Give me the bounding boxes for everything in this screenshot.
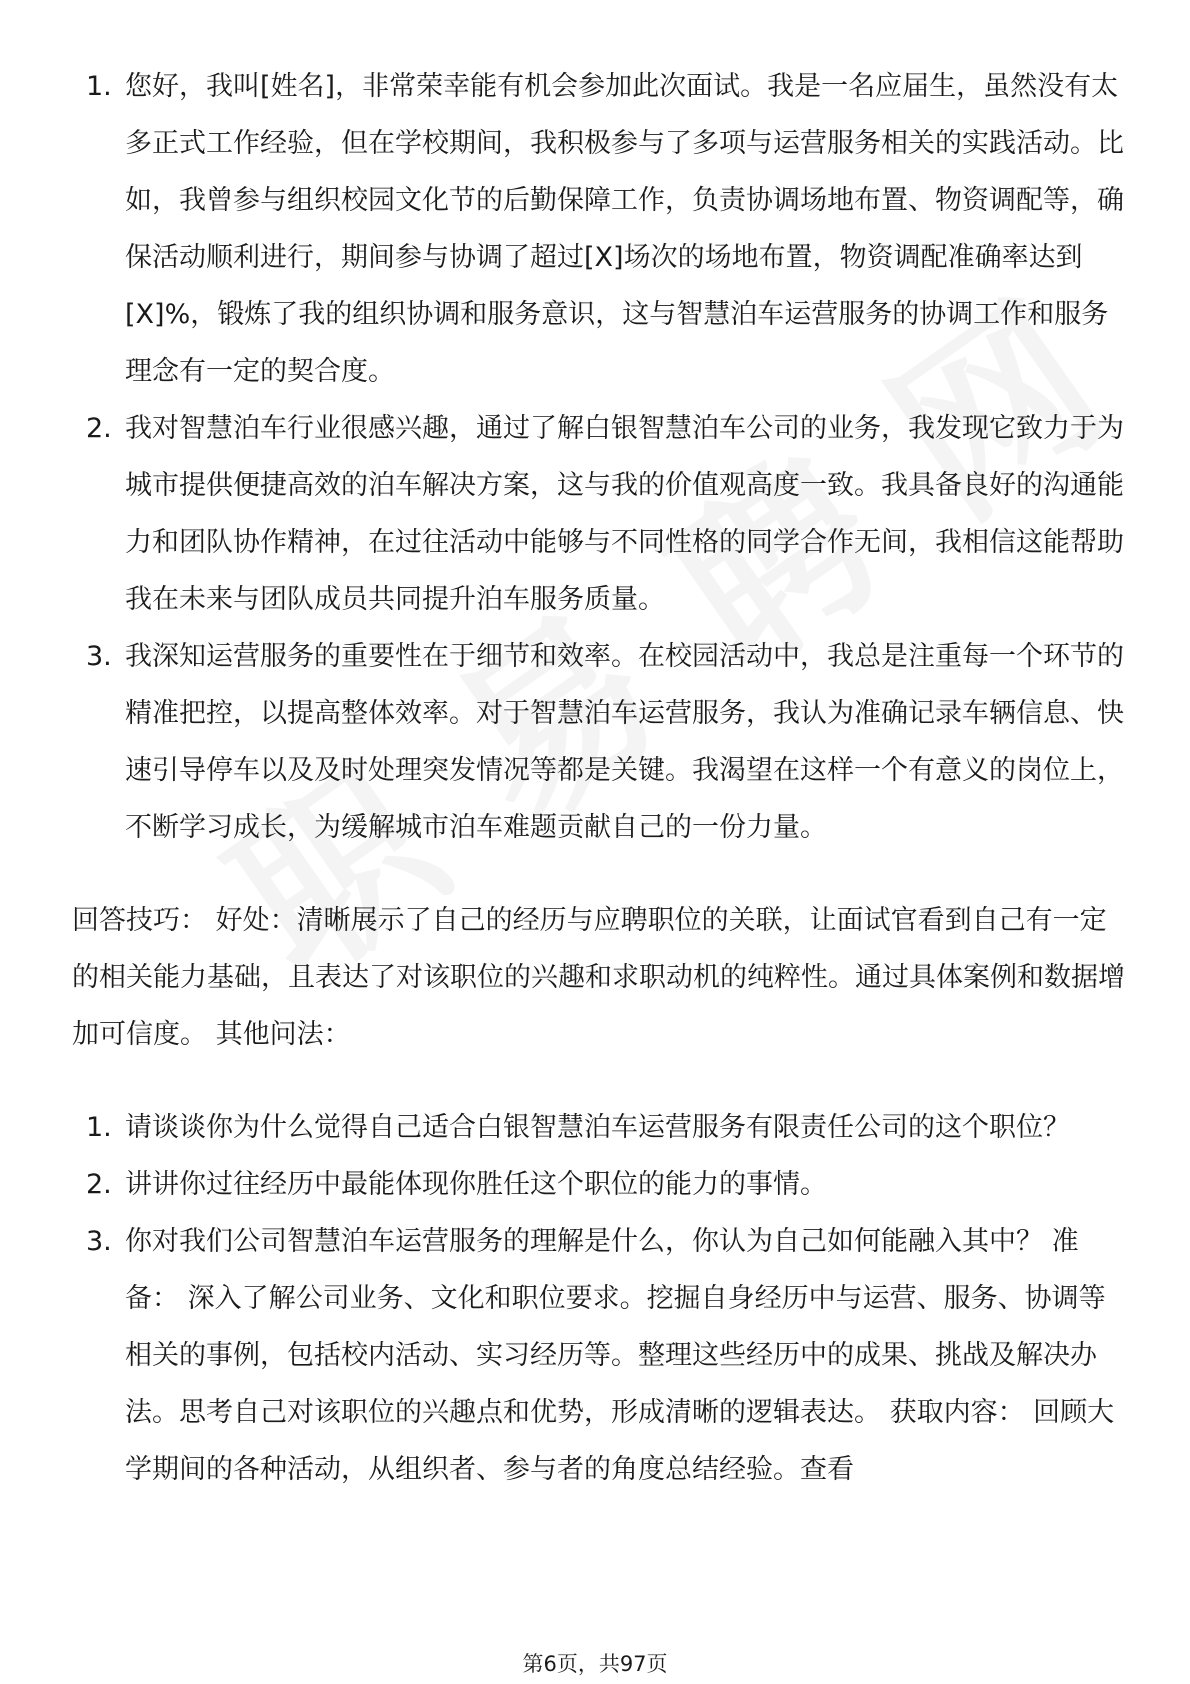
page-content: [72, 58, 1132, 1498]
list-number: 3.: [86, 641, 112, 672]
answer-list: [72, 58, 1132, 856]
list-number: 3.: [86, 1226, 112, 1257]
list-item-text: 讲讲你过往经历中最能体现你胜任这个职位的能力的事情。: [125, 1169, 827, 1200]
question-item-1: [72, 1099, 1132, 1156]
list-item-text: 你对我们公司智慧泊车运营服务的理解是什么，你认为自己如何能融入其中？ 准备： 深入了解公司业务、文化和职位要求。挖掘自身经历中与运营、服务、协调等相关的事例，包括校内活动、实习经历等。整理这些经历中的成果、挑战及解决办法。思考自己对该职位的兴趣点和优势，形成清晰的逻辑表达。 获取内容： 回顾大学期间的各种活动，从组织者、参与者的角度总结经验。查看: [125, 1226, 1115, 1485]
question-item-3: [72, 1213, 1132, 1498]
list-number: 1.: [86, 1112, 112, 1143]
answer-item-1: [72, 58, 1132, 400]
list-item-text: 请谈谈你为什么觉得自己适合白银智慧泊车运营服务有限责任公司的这个职位？: [125, 1112, 1070, 1143]
list-item-text: 您好，我叫[姓名]，非常荣幸能有机会参加此次面试。我是一名应届生，虽然没有太多正式工作经验，但在学校期间，我积极参与了多项与运营服务相关的实践活动。比如，我曾参与组织校园文化节的后勤保障工作，负责协调场地布置、物资调配等，确保活动顺利进行，期间参与协调了超过[X]场次的场地布置，物资调配准确率达到[X]%，锻炼了我的组织协调和服务意识，这与智慧泊车运营服务的协调工作和服务理念有一定的契合度。: [125, 71, 1124, 387]
list-item-text: 我深知运营服务的重要性在于细节和效率。在校园活动中，我总是注重每一个环节的精准把控，以提高整体效率。对于智慧泊车运营服务，我认为准确记录车辆信息、快速引导停车以及及时处理突发情况等都是关键。我渴望在这样一个有意义的岗位上，不断学习成长，为缓解城市泊车难题贡献自己的一份力量。: [125, 641, 1124, 843]
list-number: 2.: [86, 413, 112, 444]
list-item-text: 我对智慧泊车行业很感兴趣，通过了解白银智慧泊车公司的业务，我发现它致力于为城市提供便捷高效的泊车解决方案，这与我的价值观高度一致。我具备良好的沟通能力和团队协作精神，在过往活动中能够与不同性格的同学合作无间，我相信这能帮助我在未来与团队成员共同提升泊车服务质量。: [125, 413, 1124, 615]
list-number: 1.: [86, 71, 112, 102]
question-item-2: [72, 1156, 1132, 1213]
tips-paragraph: 回答技巧： 好处：清晰展示了自己的经历与应聘职位的关联，让面试官看到自己有一定的相关能力基础，且表达了对该职位的兴趣和求职动机的纯粹性。通过具体案例和数据增加可信度。 其他问法：: [72, 905, 1125, 1050]
answer-item-3: [72, 628, 1132, 856]
page-footer: 第6页，共97页: [522, 1652, 668, 1676]
list-number: 2.: [86, 1169, 112, 1200]
answer-item-2: [72, 400, 1132, 628]
other-questions-list: [72, 1099, 1132, 1498]
